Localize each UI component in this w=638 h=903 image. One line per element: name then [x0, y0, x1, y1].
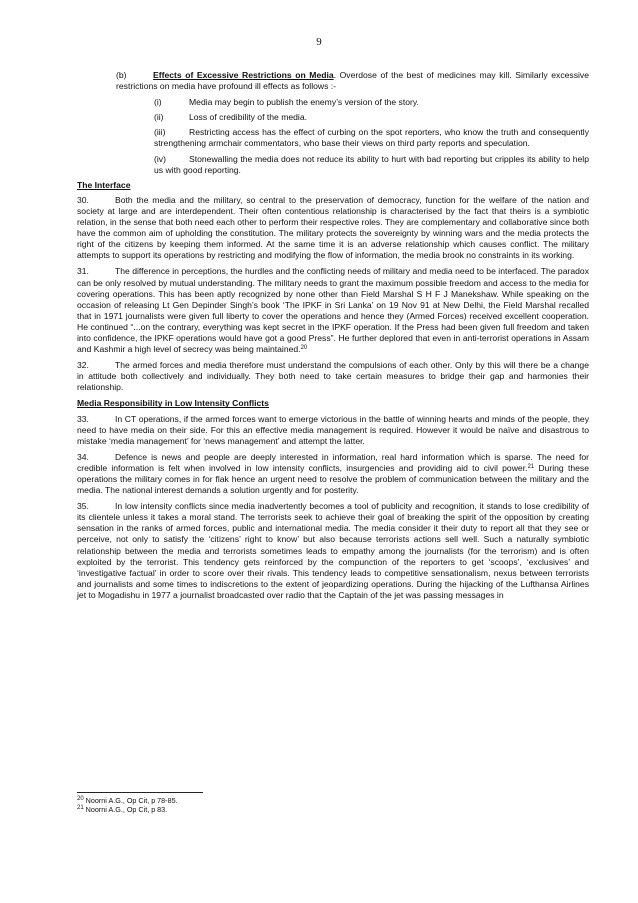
paragraph-34 — [77, 452, 589, 496]
heading-interface: The Interface — [77, 179, 131, 190]
paragraph-31-text: The difference in perceptions, the hurdles and the conflicting needs of military and media need to be interfaced. The paradox can be only resolved by mutual understanding. The military needs to grant the maximum possible freedom and access to the media for covering operations. This has been aptly recognized by none other than Field Marshal S H F J Manekshaw. While speaking on the occasion of releasing Lt Gen Depinder Singh’s book ‘The IPKF in Sri Lanka’ on 19 Nov 91 at New Delhi, the Field Marshal recalled that in 1971 journalists were given full liberty to cover the operations and hence they (Armed Forces) received excellent cooperation. He continued “...on the contrary, everything was kept secret in the IPKF operation. If the Press had been given full freedom and taken into confidence, the IPKF operations would have got a good Press”. He further deplored that even in anti-terrorist operations in Assam and Kashmir a high level of secrecy was being maintained. — [77, 266, 589, 355]
footnote-divider — [77, 792, 203, 793]
sub-item-iv-text: Stonewalling the media does not reduce its ability to hurt with bad reporting but cripples its ability to help us with good reporting. — [154, 153, 589, 175]
sub-item-iii — [77, 127, 589, 149]
paragraph-32-text: The armed forces and media therefore must understand the compulsions of each other. Only by this will there be a change in attitude both collectively and individually. They both need to take certain measures to bridge their gap and harmonies their relationship. — [77, 360, 589, 393]
item-b-marker: (b) — [116, 70, 127, 80]
item-b-title: Effects of Excessive Restrictions on Media — [153, 70, 334, 80]
paragraph-34-number: 34. — [77, 451, 89, 462]
paragraph-32-number: 32. — [77, 360, 89, 371]
sub-item-ii-text: Loss of credibility of the media. — [189, 112, 307, 123]
page-number: 9 — [316, 36, 322, 48]
paragraph-33-number: 33. — [77, 413, 89, 424]
footnote-20-number: 20 — [77, 796, 84, 802]
footnote-20 — [77, 796, 589, 805]
heading-low-intensity-conflicts: Media Responsibility in Low Intensity Conflicts — [77, 398, 269, 409]
document-body — [77, 70, 589, 606]
footnote-ref-20[interactable]: 20 — [300, 345, 308, 352]
sub-item-i-marker: (i) — [154, 97, 162, 108]
sub-item-ii — [77, 112, 589, 123]
footnote-21 — [77, 805, 589, 814]
paragraph-31 — [77, 266, 589, 355]
footnote-ref-21[interactable]: 21 — [527, 463, 535, 470]
footnote-21-number: 21 — [77, 805, 84, 811]
sub-item-iii-marker: (iii) — [154, 127, 166, 138]
paragraph-32 — [77, 360, 589, 393]
sub-item-iv-marker: (iv) — [154, 153, 166, 164]
paragraph-31-number: 31. — [77, 266, 89, 277]
sub-item-iv — [77, 154, 589, 176]
sub-item-i — [77, 97, 589, 108]
paragraph-35-number: 35. — [77, 501, 89, 512]
footnote-21-text: Noorni A.G., Op Cit, p 83. — [83, 805, 168, 814]
item-b-text: . Overdose of the best of medicines may kill. Similarly excessive restrictions on media have profound ill effects as follows :- — [116, 70, 589, 92]
paragraph-35 — [77, 501, 589, 601]
paragraph-33 — [77, 414, 589, 447]
sub-item-iii-text: Restricting access has the effect of curbing on the spot reporters, who know the truth and consequently strengthening armchair commentators, who base their views on third party reports and speculation. — [154, 127, 589, 149]
sub-item-ii-marker: (ii) — [154, 112, 164, 123]
sub-item-i-text: Media may begin to publish the enemy’s version of the story. — [189, 97, 419, 108]
paragraph-30 — [77, 195, 589, 262]
paragraph-33-text: In CT operations, if the armed forces want to emerge victorious in the battle of winning hearts and minds of the people, they need to have media on their side. For this an effective media management is required. However it would be naïve and disastrous to mistake ‘media management’ for ‘news management’ and attempt the latter. — [77, 413, 589, 446]
paragraph-30-text: Both the media and the military, so central to the preservation of democracy, function for the welfare of the nation and society at large and are interdependent. Their often contentious relationship is characterised by the fact that theirs is a symbiotic relation, in the sense that both need each other to perform their respective roles. They are complementary and collaborative since both have the common aim of upholding the constitution. The military protects the sovereignty by winning wars and the media protects the right of the citizens by keeping them informed. At the same time it is an adverse relationship which causes conflict. The military attempts to support its operations by restricting and modifying the flow of information, the media brook no constraints in its working. — [77, 194, 589, 261]
footnotes — [77, 796, 589, 814]
paragraph-30-number: 30. — [77, 194, 89, 205]
paragraph-34-text-before: Defence is news and people are deeply interested in information, real hard information which is sparse. The need for credible information is felt when involved in low intensity conflicts, insurgencies and providing aid to civil power. — [77, 451, 589, 473]
paragraph-34-text-after: During these operations the military comes in for flak hence an urgent need to resolve the problem of communication between the military and the media. The national interest demands a solution urgently and for posterity. — [77, 462, 589, 496]
footnote-20-text: Noorni A.G., Op Cit, p 78-85. — [83, 796, 178, 805]
item-b — [77, 70, 589, 92]
paragraph-35-text: In low intensity conflicts since media inadvertently becomes a tool of publicity and recognition, it stands to lose credibility of its clientele unless it takes a moral stand. The terrorists seek to achieve their goal of breaking the spirit of the opposition by creating sensation in the ranks of armed forces, public and international media. The media consider it their duty to report all that they see or perceive, not only to satisfy the ‘citizens’ right to know’ but also because terrorists actions sell well. Such a naturally symbiotic relationship between the media and terrorists sometimes leads to empathy among the journalists (for the terrorism) and is often exploited by the terrorist. This tendency gets reinforced by the compunction of the reporters to get ‘scoops’, ‘exclusives’ and ‘investigative factual’ in order to score over their rivals. This tendency leads to competitive sensationalism, nexus between terrorists and journalists and some times to indiscretions to the extent of jeopardizing operations. During the hijacking of the Lufthansa Airlines jet to Mogadishu in 1977 a journalist broadcasted over radio that the Captain of the jet was passing messages in — [77, 501, 589, 600]
